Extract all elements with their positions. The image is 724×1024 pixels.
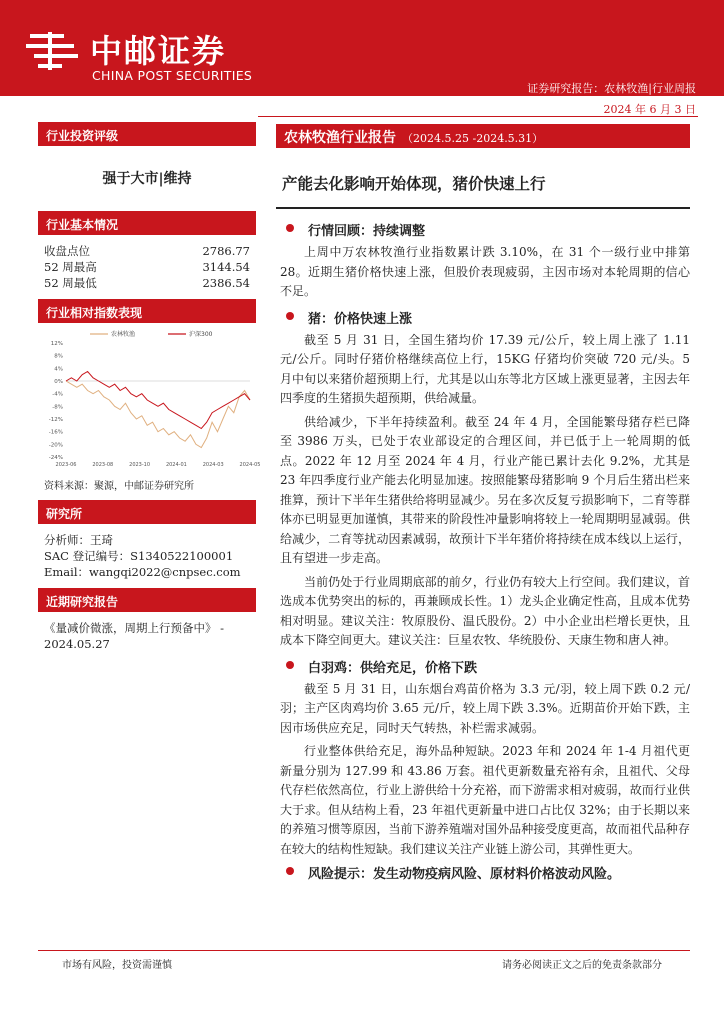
basic-label: 52 周最低: [44, 276, 97, 290]
basic-row: [38, 243, 256, 259]
y-tick-label: -16%: [48, 429, 63, 436]
report-header: [0, 0, 724, 96]
china-post-logo-icon: [24, 26, 80, 72]
analyst-email[interactable]: Email：wangqi2022@cnpsec.com: [44, 565, 241, 579]
brand-name-cn: 中邮证券: [90, 32, 227, 70]
paragraph: 当前仍处于行业周期底部的前夕，行业仍有较大上行空间。我们建议，首选成本优势突出的标的，再兼顾成长性。1）龙头企业确定性高，且成本优势相对明显。建议关注：牧原股份、温氏股份。2）中小企业出栏增长更快，且成本下降空间更大。建议关注：巨星农牧、华统股份、天康生物和唐人神。: [280, 574, 690, 647]
basic-value: 2786.77: [202, 244, 250, 258]
x-tick-label: 2024-01: [165, 462, 187, 468]
footer-disclaimer: 请务必阅读正文之后的免责条款部分: [502, 960, 662, 971]
brand-name-en: CHINA POST SECURITIES: [92, 68, 253, 83]
section-heading: 行情回顾：持续调整: [276, 220, 690, 239]
title-rule: [276, 207, 690, 209]
y-tick-label: 12%: [50, 341, 63, 347]
y-tick-label: 0%: [54, 379, 63, 385]
report-date-line: [258, 100, 698, 117]
y-tick-label: -8%: [52, 404, 63, 411]
x-tick-label: 2023-08: [92, 462, 114, 468]
y-tick-label: -4%: [52, 391, 63, 398]
footer-rule: [38, 950, 690, 951]
basic-value: 3144.54: [202, 260, 250, 274]
relative-index-svg: [38, 325, 261, 475]
risk-warning: 风险提示：发生动物疫病风险、原材料价格波动风险。: [276, 863, 690, 882]
section-heading: 白羽鸡：供给充足，价格下跌: [276, 657, 690, 676]
report-bar-range: （2024.5.25 -2024.5.31）: [402, 132, 544, 145]
report-body: [276, 214, 690, 882]
paragraph: 截至 5 月 31 日，山东烟台鸡苗价格为 3.3 元/羽，较上周下跌 0.2 元/羽；主产区肉鸡均价 3.65 元/斤，较上周下跌 3.3%。近期苗价开始下跌，主因市场供应充足，同时天气转热，补栏需求减弱。: [280, 681, 690, 735]
paragraph: 截至 5 月 31 日，全国生猪均价 17.39 元/公斤，较上周上涨了 1.11 元/公斤。同时仔猪价格继续高位上行，15KG 仔猪均价突破 720 元/头。5 月中旬以来猪价超预期上行，尤其是以山东等北方区域上涨更显著，主因去年四季度的生猪损失超预期，供给减量。: [280, 332, 690, 405]
relative-index-heading: 行业相对指数表现: [38, 299, 256, 323]
report-type: 证券研究报告：农林牧渔|行业周报: [527, 82, 696, 95]
main-title: 产能去化影响开始体现，猪价快速上行: [282, 174, 546, 193]
paragraph: 行业整体供给充足，海外品种短缺。2023 年和 2024 年 1-4 月祖代更新量分别为 127.99 和 43.86 万套。祖代更新数量充裕有余，且祖代、父母代存栏依然高位，行业上游供给十分充裕，而下游需求相对疲弱，故而行业供大于求。但从结构上看，23 年祖代更新量中进口占比仅 32%；由于长期以来的养殖习惯等原因，当前下游养殖端对国外品种接受度更高，故而祖代品种存在较大的结构性短缺。我们建议关注产业链上游公司，其弹性更大。: [280, 744, 690, 856]
legend-label: 农林牧渔: [111, 331, 136, 338]
basic-info-heading: 行业基本情况: [38, 211, 256, 235]
analyst-sac: SAC 登记编号：S1340522100001: [44, 549, 234, 563]
sidebar: [38, 122, 261, 652]
basic-row: [38, 275, 256, 291]
y-tick-label: -20%: [48, 442, 63, 449]
footer-risk-note: 市场有风险，投资需谨慎: [62, 960, 172, 971]
rating-value: 强于大市|维持: [102, 171, 192, 187]
rating-heading: 行业投资评级: [38, 122, 256, 146]
recent-reports-heading: 近期研究报告: [38, 588, 256, 612]
y-tick-label: 8%: [54, 353, 63, 360]
basic-info-table: [38, 243, 256, 291]
basic-value: 2386.54: [202, 276, 250, 290]
basic-label: 收盘点位: [44, 244, 90, 258]
x-tick-label: 2024-03: [202, 462, 224, 468]
paragraph: 上周中万农林牧渔行业指数累计跌 3.10%，在 31 个一级行业中排第 28。近期生猪价格快速上涨，但股价表现疲弱，主因市场对本轮周期的信心不足。: [280, 245, 690, 298]
report-date: 2024 年 6 月 3 日: [603, 103, 696, 116]
section-heading: 猪：价格快速上涨: [276, 308, 690, 327]
y-tick-label: -24%: [48, 455, 63, 461]
series-line: [66, 381, 250, 448]
analyst-info: [38, 532, 256, 580]
report-bar-title: 农林牧渔行业报告: [284, 130, 396, 146]
y-tick-label: -12%: [48, 417, 63, 423]
report-title-bar: [276, 124, 690, 148]
legend-label: 沪深300: [189, 331, 213, 338]
paragraph: 供给减少，下半年持续盈利。截至 24 年 4 月，全国能繁母猪存栏已降至 3986 万头，已处于农业部设定的合理区间，并已低于上一轮周期的低点。2022 年 12 月至 2024 年 4 月，行业产能已累计去化 9.2%，尤其是 23 年四季度行业产能去化明显加速。按照能繁母猪影响 9 个月后生猪出栏来推算，预计下半年生猪供给将明显减少。另在多次反复亏损影响下，二育等群体亦已明显更加谨慎，其带来的阶段性冲量影响将较上一轮周期明显减弱。供给减少，二育等扰动因素减弱，故预计下半年猪价将持续在成本线以上运行，且有望进一步走高。: [280, 414, 690, 565]
recent-report-link[interactable]: 《量减价微涨，周期上行预备中》 - 2024.05.27: [44, 621, 225, 651]
basic-label: 52 周最高: [44, 260, 97, 274]
basic-row: [38, 259, 256, 275]
x-tick-label: 2023-10: [129, 462, 151, 468]
research-heading: 研究所: [38, 500, 256, 524]
relative-index-chart: [38, 325, 261, 475]
analyst-name: 分析师：王琦: [44, 533, 113, 547]
x-tick-label: 2024-05: [239, 462, 261, 468]
y-tick-label: 4%: [54, 366, 63, 373]
chart-source: 资料来源：聚源，中邮证券研究所: [44, 481, 194, 492]
x-tick-label: 2023-06: [55, 462, 77, 468]
